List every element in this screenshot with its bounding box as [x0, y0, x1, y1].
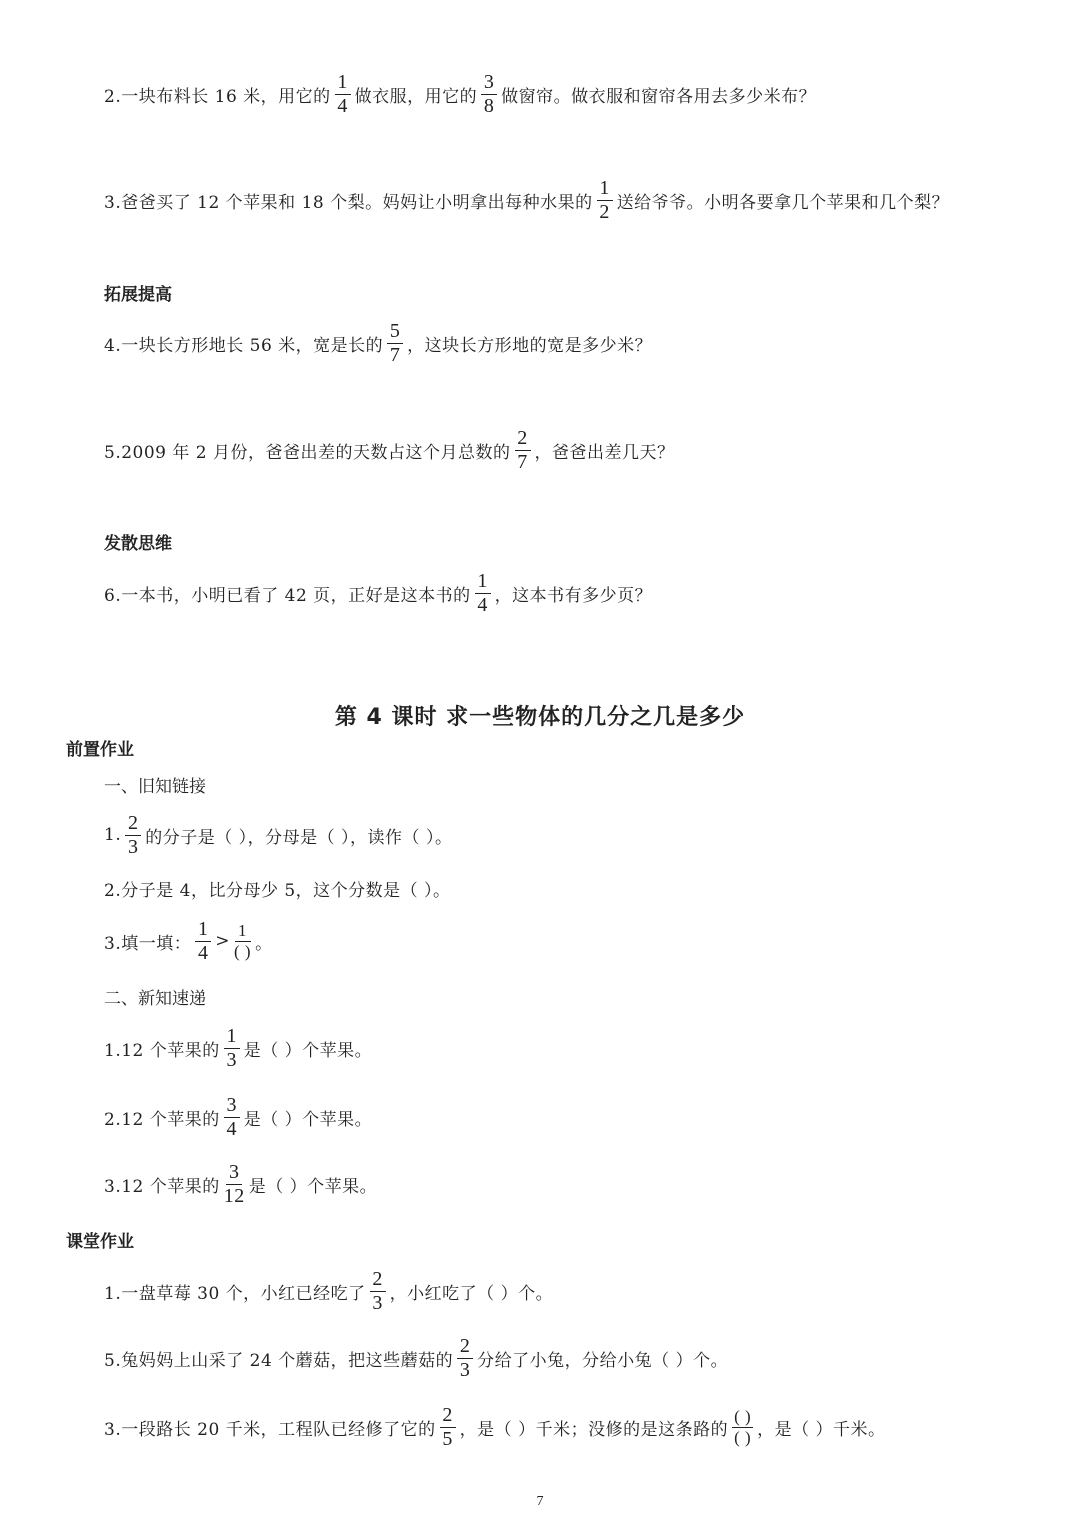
section-divergent-heading: 发散思维	[104, 534, 172, 554]
denominator: 4	[337, 94, 348, 117]
class-5-text-b: 分给了小兔，分给小兔（ ）个。	[477, 1350, 729, 1371]
class-5-text-a: 5.兔妈妈上山采了 24 个蘑菇，把这些蘑菇的	[104, 1350, 454, 1371]
review-3-text-a: 3.填一填：	[104, 933, 192, 954]
lesson-title: 第 4 课时 求一些物体的几分之几是多少	[334, 705, 746, 730]
problem-6	[104, 571, 652, 615]
numerator: 2	[440, 1405, 456, 1428]
class-1	[104, 1269, 553, 1313]
class-1-text-a: 1.一盘草莓 30 个，小红已经吃了	[104, 1283, 366, 1304]
denominator: 5	[442, 1427, 453, 1450]
class-1-text-b: ，小红吃了（ ）个。	[389, 1283, 554, 1304]
denominator: 3	[127, 835, 139, 858]
review-3-text-b: 。	[255, 933, 273, 954]
pre-homework-heading: 前置作业	[66, 740, 134, 760]
numerator: ( )	[734, 1406, 752, 1426]
problem-6-text-b: ，这本书有多少页？	[494, 585, 653, 606]
denominator: 3	[372, 1291, 383, 1314]
class-3	[104, 1405, 886, 1449]
fraction	[515, 428, 531, 473]
section-expand-heading: 拓展提高	[104, 285, 172, 305]
problem-3-text-a: 3.爸爸买了 12 个苹果和 18 个梨。妈妈让小明拿出每种水果的	[104, 192, 593, 213]
denominator: 8	[483, 94, 495, 117]
denominator: 3	[226, 1048, 238, 1071]
numerator: 1	[235, 922, 251, 942]
fraction	[597, 178, 613, 223]
numerator: 2	[370, 1269, 386, 1292]
numerator: 2	[457, 1336, 473, 1359]
new-3-text-a: 3.12 个苹果的	[104, 1176, 220, 1197]
fraction-blank	[732, 1408, 753, 1447]
denominator: ( )	[734, 1427, 752, 1447]
numerator: 3	[224, 1095, 240, 1118]
problem-2	[104, 72, 816, 116]
page-number: 7	[536, 1494, 544, 1509]
problem-4-text-b: ，这块长方形地的宽是多少米？	[407, 335, 653, 356]
fraction	[195, 919, 211, 964]
denominator: 3	[459, 1358, 471, 1381]
numerator: 1	[475, 571, 491, 594]
fraction	[457, 1336, 473, 1381]
fraction	[370, 1269, 386, 1314]
denominator: 4	[477, 593, 488, 616]
numerator: 3	[226, 1162, 242, 1185]
new-3	[104, 1162, 377, 1206]
denominator: 2	[599, 200, 610, 223]
review-1	[104, 813, 452, 857]
numerator: 1	[224, 1026, 240, 1049]
problem-5-text-b: ，爸爸出差几天？	[534, 442, 675, 463]
problem-6-text-a: 6.一本书，小明已看了 42 页，正好是这本书的	[104, 585, 471, 606]
problem-5-text-a: 5.2009 年 2 月份，爸爸出差的天数占这个月总数的	[104, 442, 511, 463]
numerator: 3	[481, 72, 497, 95]
fraction	[475, 571, 491, 616]
new-1	[104, 1026, 372, 1070]
new-2-text-b: 是（ ）个苹果。	[243, 1109, 373, 1130]
problem-2-text-c: 做窗帘。做衣服和窗帘各用去多少米布？	[501, 86, 817, 107]
numerator: 5	[387, 321, 403, 344]
class-3-text-c: ，是（ ）千米。	[757, 1419, 886, 1440]
denominator: 12	[223, 1184, 245, 1207]
fraction	[224, 1026, 240, 1071]
review-1-text-b: 的分子是（ ），分母是（ ），读作（ ）。	[145, 827, 453, 848]
numerator: 1	[335, 72, 351, 95]
denominator: 4	[226, 1117, 238, 1140]
fraction	[335, 72, 351, 117]
class-3-text-a: 3.一段路长 20 千米，工程队已经修了它的	[104, 1419, 436, 1440]
greater-than-sign: >	[215, 931, 230, 951]
problem-2-text-b: 做衣服，用它的	[354, 86, 478, 107]
problem-5	[104, 428, 675, 472]
class-3-text-b: ，是（ ）千米；没修的是这条路的	[459, 1419, 729, 1440]
denominator: 4	[197, 941, 209, 964]
new-3-text-b: 是（ ）个苹果。	[248, 1176, 378, 1197]
denominator: 7	[517, 450, 528, 473]
class-homework-heading: 课堂作业	[66, 1232, 134, 1252]
fraction	[387, 321, 403, 366]
part-2-heading: 二、新知速递	[104, 989, 206, 1009]
class-5	[104, 1336, 728, 1380]
new-1-text-a: 1.12 个苹果的	[104, 1040, 220, 1061]
review-3	[104, 919, 273, 963]
review-1-text-a: 1.	[104, 825, 122, 845]
problem-2-text-a: 2.一块布料长 16 米，用它的	[104, 86, 331, 107]
fraction	[224, 1095, 240, 1140]
denominator: ( )	[233, 941, 252, 961]
numerator: 1	[597, 178, 613, 201]
problem-3	[104, 178, 949, 222]
fraction	[224, 1162, 245, 1207]
fraction	[234, 922, 251, 961]
problem-3-text-b: 送给爷爷。小明各要拿几个苹果和几个梨？	[616, 192, 950, 213]
new-2-text-a: 2.12 个苹果的	[104, 1109, 220, 1130]
fraction	[125, 813, 141, 858]
review-2-text: 2.分子是 4，比分母少 5，这个分数是（ ）。	[104, 880, 451, 901]
denominator: 7	[389, 343, 401, 366]
problem-4-text-a: 4.一块长方形地长 56 米，宽是长的	[104, 335, 384, 356]
numerator: 2	[125, 813, 141, 836]
numerator: 2	[515, 428, 531, 451]
new-1-text-b: 是（ ）个苹果。	[243, 1040, 373, 1061]
review-2	[104, 866, 451, 910]
new-2	[104, 1095, 372, 1139]
problem-4	[104, 321, 652, 365]
numerator: 1	[195, 919, 211, 942]
part-1-heading: 一、旧知链接	[104, 777, 206, 797]
fraction	[440, 1405, 456, 1450]
fraction	[481, 72, 497, 117]
